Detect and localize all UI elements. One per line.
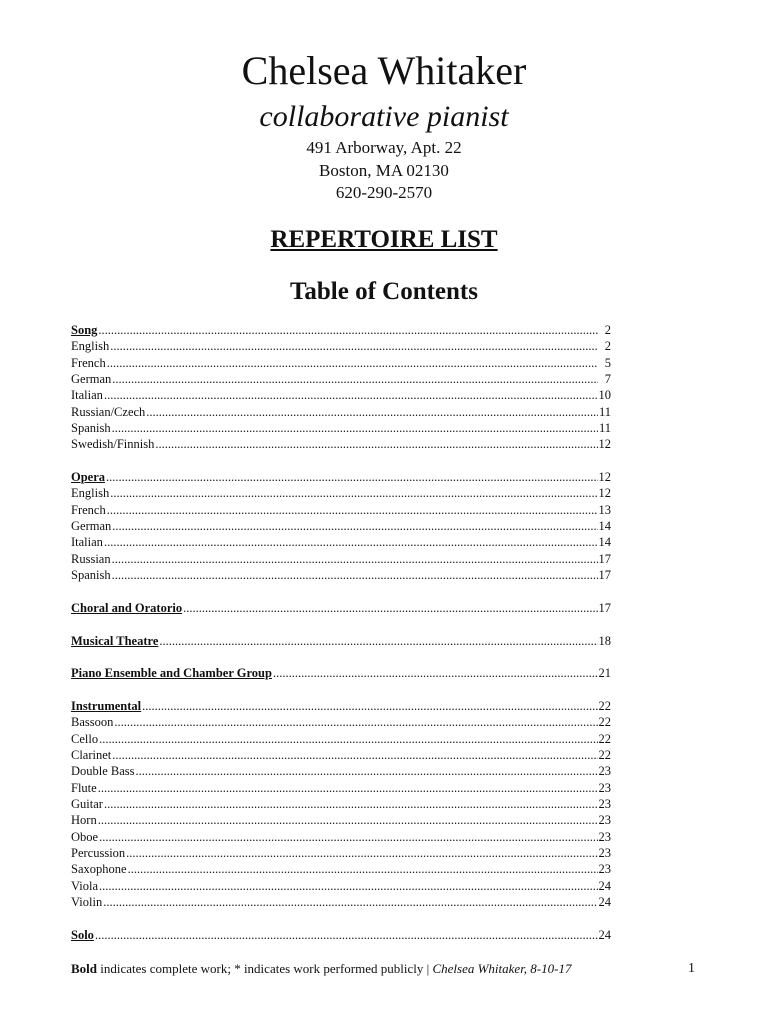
toc-entry [71, 747, 611, 763]
repertoire-title [0, 225, 768, 255]
toc-dot-leader [146, 404, 598, 420]
toc-entry-label: Horn [71, 813, 97, 828]
toc-entry-page: 10 [598, 388, 611, 403]
toc-dot-leader [103, 894, 597, 910]
toc-entry [71, 812, 611, 828]
toc-section-heading [71, 600, 611, 616]
toc-entry-page: 12 [598, 437, 611, 452]
toc-entry-page: 23 [598, 764, 611, 779]
toc-dot-leader [99, 829, 597, 845]
toc-entry [71, 404, 611, 420]
toc-entry [71, 796, 611, 812]
page-number: 1 [688, 961, 695, 976]
toc-entry-label: German [71, 519, 112, 534]
toc-entry-page: 22 [598, 715, 611, 730]
toc-entry-page: 11 [598, 404, 611, 419]
toc-entry-page: 24 [598, 927, 611, 942]
toc-entry [71, 338, 611, 354]
toc-entry [71, 763, 611, 779]
toc-section-heading [71, 469, 611, 485]
author-name: Chelsea Whitaker [241, 48, 527, 93]
toc-dot-leader [112, 518, 597, 534]
toc-entry [71, 878, 611, 894]
toc-entry-label: Solo [71, 927, 94, 942]
toc-dot-leader [112, 747, 597, 763]
toc-entry-label: Choral and Oratorio [71, 600, 183, 615]
toc-entry-label: Italian [71, 535, 103, 550]
toc-dot-leader [128, 861, 598, 877]
toc-entry-page: 7 [604, 372, 611, 387]
footer-bold-word: Bold [71, 961, 98, 976]
toc-entry [71, 894, 611, 910]
toc-dot-leader [110, 485, 597, 501]
toc-dot-leader [112, 420, 598, 436]
toc-dot-leader [114, 714, 597, 730]
toc-entry [71, 518, 611, 534]
footer-legend-text: indicates complete work; * indicates work performed publicly | [97, 961, 433, 976]
toc-dot-leader [99, 878, 597, 894]
toc-entry [71, 355, 611, 371]
toc-dot-leader [99, 731, 597, 747]
table-of-contents [71, 322, 611, 943]
toc-entry-label: Spanish [71, 568, 111, 583]
toc-dot-leader [98, 322, 598, 338]
toc-entry-label: Clarinet [71, 747, 112, 762]
toc-entry-page: 17 [598, 551, 611, 566]
toc-section-heading [71, 665, 611, 681]
toc-dot-leader [159, 633, 597, 649]
toc-dot-leader [112, 551, 598, 567]
address-line-1: 491 Arborway, Apt. 22 [306, 138, 462, 157]
toc-entry-page: 2 [604, 323, 611, 337]
toc-dot-leader [155, 436, 597, 452]
toc-dot-leader [273, 665, 598, 681]
toc-entry-label: Viola [71, 878, 99, 893]
toc-entry-page: 5 [604, 355, 611, 370]
toc-entry [71, 387, 611, 403]
toc-entry-page: 13 [598, 502, 611, 517]
toc-gap [71, 649, 611, 665]
toc-entry-label: Bassoon [71, 715, 114, 730]
toc-gap [71, 910, 611, 926]
toc-dot-leader [126, 845, 597, 861]
toc-entry-label: Violin [71, 895, 103, 910]
toc-dot-leader [136, 763, 598, 779]
toc-entry-page: 23 [598, 796, 611, 811]
phone-number: 620-290-2570 [335, 183, 433, 202]
toc-entry-label: Spanish [71, 421, 111, 436]
toc-entry-label: Musical Theatre [71, 633, 159, 648]
toc-entry-label: Saxophone [71, 862, 127, 877]
toc-entry-page: 22 [598, 698, 611, 713]
toc-entry-label: Oboe [71, 829, 99, 844]
toc-entry-label: Russian [71, 551, 111, 566]
toc-entry [71, 714, 611, 730]
toc-entry-page: 17 [598, 600, 611, 615]
toc-entry-label: Swedish/Finnish [71, 437, 155, 452]
toc-entry-page: 23 [598, 780, 611, 795]
toc-entry-page: 17 [598, 568, 611, 583]
toc-gap [71, 682, 611, 698]
toc-entry [71, 502, 611, 518]
toc-entry-page: 18 [598, 633, 611, 648]
toc-entry-page: 14 [598, 519, 611, 534]
toc-dot-leader [104, 534, 598, 550]
toc-entry-label: Percussion [71, 846, 126, 860]
toc-dot-leader [107, 355, 598, 371]
toc-entry [71, 420, 611, 436]
toc-entry-label: Double Bass [71, 764, 135, 779]
toc-entry [71, 371, 611, 387]
toc-entry-label: German [71, 372, 112, 387]
toc-entry-label: Song [71, 323, 98, 337]
toc-dot-leader [112, 567, 598, 583]
toc-section-heading [71, 322, 611, 338]
toc-entry-page: 24 [598, 895, 611, 910]
toc-entry [71, 845, 611, 861]
toc-entry [71, 485, 611, 501]
toc-entry-label: Russian/Czech [71, 404, 146, 419]
toc-dot-leader [107, 502, 598, 518]
toc-entry-label: Italian [71, 388, 103, 403]
toc-gap [71, 616, 611, 632]
toc-dot-leader [104, 796, 598, 812]
toc-entry-label: English [71, 486, 110, 501]
toc-entry-page: 21 [598, 666, 611, 681]
toc-entry [71, 829, 611, 845]
toc-entry-page: 12 [598, 486, 611, 501]
toc-entry-label: English [71, 339, 110, 354]
toc-entry [71, 861, 611, 877]
toc-section-heading [71, 698, 611, 714]
toc-entry-page: 22 [598, 731, 611, 746]
toc-entry [71, 780, 611, 796]
toc-entry-page: 12 [598, 470, 611, 485]
toc-dot-leader [104, 387, 598, 403]
toc-entry-label: Guitar [71, 796, 103, 811]
toc-entry-page: 2 [604, 339, 611, 354]
toc-entry [71, 436, 611, 452]
toc-entry-label: Instrumental [71, 698, 142, 713]
footer-author-date: Chelsea Whitaker, 8-10-17 [432, 961, 572, 976]
toc-section-heading [71, 927, 611, 943]
toc-entry-label: Flute [71, 780, 97, 795]
toc-entry-label: Opera [71, 470, 106, 485]
toc-gap [71, 453, 611, 469]
toc-entry-label: French [71, 355, 106, 370]
toc-entry-page: 24 [598, 878, 611, 893]
toc-entry [71, 534, 611, 550]
toc-entry-page: 23 [598, 813, 611, 828]
toc-entry [71, 731, 611, 747]
toc-entry-label: Cello [71, 731, 99, 746]
author-subtitle: collaborative pianist [259, 100, 509, 133]
address-line-2: Boston, MA 02130 [319, 161, 449, 180]
toc-dot-leader [98, 780, 598, 796]
toc-gap [71, 584, 611, 600]
toc-entry-page: 23 [598, 846, 611, 860]
toc-entry [71, 567, 611, 583]
toc-entry-page: 23 [598, 829, 611, 844]
toc-dot-leader [106, 469, 597, 485]
toc-entry-label: Piano Ensemble and Chamber Group [71, 666, 272, 681]
toc-section-heading [71, 633, 611, 649]
toc-dot-leader [98, 812, 598, 828]
toc-title: Table of Contents [290, 278, 478, 305]
footer-legend [71, 960, 701, 978]
toc-dot-leader [112, 371, 598, 387]
toc-entry [71, 551, 611, 567]
toc-dot-leader [183, 600, 597, 616]
toc-entry-page: 22 [598, 747, 611, 762]
toc-dot-leader [142, 698, 597, 714]
toc-entry-page: 11 [598, 421, 611, 436]
toc-dot-leader [95, 927, 598, 943]
toc-dot-leader [110, 338, 598, 354]
toc-entry-page: 14 [598, 535, 611, 550]
repertoire-title-text: REPERTOIRE LIST [270, 226, 498, 253]
toc-entry-label: French [71, 502, 106, 517]
toc-entry-page: 23 [598, 862, 611, 877]
